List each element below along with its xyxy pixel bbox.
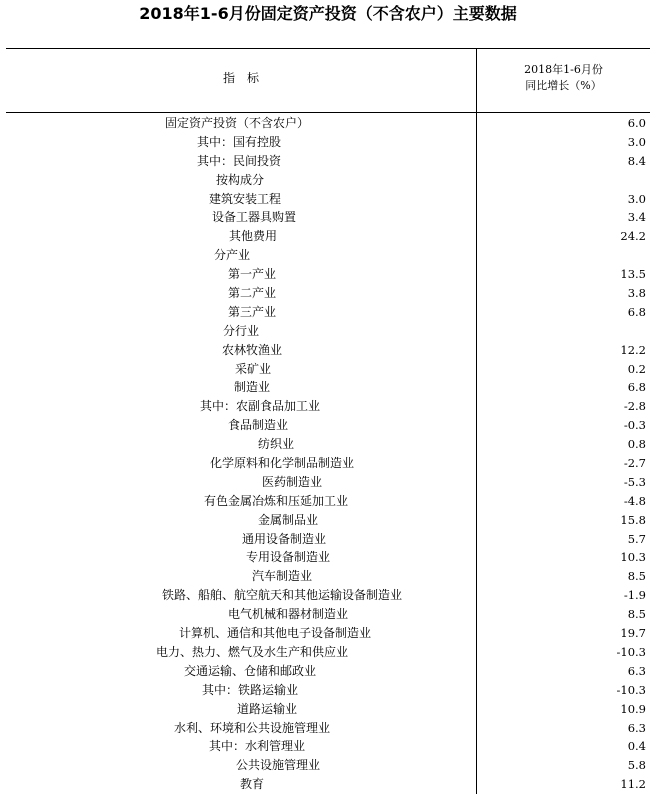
row-indicator-name: 其中：农副食品加工业	[199, 399, 320, 414]
row-growth-value: 0.4	[627, 739, 646, 754]
table-row	[6, 114, 650, 133]
row-indicator-name: 固定资产投资（不含农户）	[164, 116, 309, 130]
row-indicator-name: 其中：民间投资	[196, 153, 281, 168]
table-row	[6, 416, 650, 435]
row-growth-value: 8.5	[627, 569, 646, 584]
row-indicator-name: 电气机械和器材制造业	[227, 607, 348, 622]
row-growth-value: 6.3	[627, 663, 646, 678]
row-growth-value: 10.3	[620, 550, 646, 565]
row-growth-value: 0.2	[627, 361, 646, 376]
row-growth-value: 3.8	[627, 286, 646, 301]
table-row	[6, 737, 650, 756]
table-row	[6, 227, 650, 246]
table-row	[6, 662, 650, 681]
table-row	[6, 643, 650, 662]
row-indicator-name: 水利、环境和公共设施管理业	[173, 720, 330, 735]
row-growth-value: 3.0	[627, 134, 646, 149]
row-growth-value: 3.0	[627, 191, 646, 206]
table-row	[6, 530, 650, 549]
row-growth-value: 5.7	[627, 531, 646, 546]
indicator-column-header: 指 标	[222, 71, 259, 85]
row-growth-value: -5.3	[623, 474, 646, 489]
header-rule	[6, 112, 650, 113]
row-indicator-name: 分行业	[222, 323, 259, 338]
table-row	[6, 133, 650, 152]
row-growth-value: 13.5	[620, 267, 646, 282]
table-row	[6, 756, 650, 775]
table-row	[6, 284, 650, 303]
table-row	[6, 360, 650, 379]
table-top-rule	[6, 48, 650, 49]
row-indicator-name: 纺织业	[257, 437, 294, 452]
table-row	[6, 397, 650, 416]
table-row	[6, 567, 650, 586]
row-growth-value: 6.8	[627, 380, 646, 395]
row-indicator-name: 铁路、船舶、航空航天和其他运输设备制造业	[161, 588, 402, 603]
table-row	[6, 511, 650, 530]
table-row	[6, 341, 650, 360]
row-indicator-name: 道路运输业	[236, 701, 297, 716]
row-indicator-name: 有色金属冶炼和压延加工业	[203, 493, 348, 508]
row-indicator-name: 第一产业	[227, 267, 276, 282]
table-row	[6, 492, 650, 511]
table-row	[6, 303, 650, 322]
row-growth-value: -2.8	[623, 399, 646, 414]
row-indicator-name: 建筑安装工程	[208, 191, 281, 206]
row-indicator-name: 医药制造业	[261, 474, 322, 489]
row-indicator-name: 农林牧渔业	[221, 342, 282, 357]
table-row	[6, 454, 650, 473]
table-row	[6, 152, 650, 171]
row-indicator-name: 其他费用	[228, 229, 277, 244]
table-row	[6, 435, 650, 454]
data-table	[6, 48, 650, 794]
row-indicator-name: 交通运输、仓储和邮政业	[183, 663, 316, 678]
table-row	[6, 624, 650, 643]
row-indicator-name: 公共设施管理业	[235, 758, 320, 773]
row-indicator-name: 金属制品业	[257, 512, 318, 527]
table-row	[6, 208, 650, 227]
row-growth-value: -1.9	[623, 588, 646, 603]
row-growth-value: 19.7	[620, 626, 646, 641]
row-growth-value: 3.4	[627, 210, 646, 225]
row-indicator-name: 分产业	[213, 248, 250, 263]
table-row	[6, 265, 650, 284]
row-growth-value: 6.3	[627, 720, 646, 735]
row-growth-value: 6.0	[627, 116, 646, 130]
row-growth-value: -4.8	[623, 493, 646, 508]
page-title: 2018年1-6月份固定资产投资（不含农户）主要数据	[139, 4, 517, 23]
row-indicator-name: 教育	[239, 777, 264, 792]
row-indicator-name: 其中：国有控股	[196, 134, 281, 149]
row-growth-value: 24.2	[620, 229, 646, 244]
row-indicator-name: 通用设备制造业	[241, 531, 326, 546]
row-indicator-name: 第三产业	[227, 304, 276, 319]
row-growth-value: 15.8	[620, 512, 646, 527]
row-indicator-name: 食品制造业	[227, 418, 288, 433]
row-growth-value: 0.8	[627, 437, 646, 452]
table-row	[6, 586, 650, 605]
table-row	[6, 190, 650, 209]
table-row	[6, 548, 650, 567]
row-growth-value: 5.8	[627, 758, 646, 773]
row-indicator-name: 汽车制造业	[251, 569, 312, 584]
row-growth-value: 8.5	[627, 607, 646, 622]
row-growth-value: -2.7	[623, 456, 646, 471]
table-row	[6, 322, 650, 341]
row-indicator-name: 制造业	[233, 380, 270, 395]
row-growth-value: -10.3	[616, 644, 646, 659]
row-growth-value: 11.2	[620, 777, 646, 792]
row-growth-value: 6.8	[627, 304, 646, 319]
table-row	[6, 605, 650, 624]
row-indicator-name: 设备工器具购置	[211, 210, 296, 225]
growth-header-line1: 2018年1-6月份	[524, 63, 603, 76]
row-indicator-name: 专用设备制造业	[245, 550, 330, 565]
growth-header-line2: 同比增长（%）	[525, 79, 602, 92]
table-row	[6, 700, 650, 719]
row-indicator-name: 其中：铁路运输业	[201, 682, 298, 697]
row-growth-value: 12.2	[620, 342, 646, 357]
table-row	[6, 775, 650, 794]
table-row	[6, 681, 650, 700]
row-indicator-name: 第二产业	[227, 286, 276, 301]
table-row	[6, 171, 650, 190]
row-indicator-name: 计算机、通信和其他电子设备制造业	[178, 626, 371, 641]
growth-column-header	[477, 62, 650, 94]
table-body	[6, 114, 650, 794]
row-growth-value: 8.4	[627, 153, 646, 168]
table-row	[6, 719, 650, 738]
table-row	[6, 246, 650, 265]
row-growth-value: -10.3	[616, 682, 646, 697]
table-row	[6, 473, 650, 492]
row-indicator-name: 按构成分	[215, 172, 264, 187]
row-indicator-name: 其中：水利管理业	[208, 739, 305, 754]
row-growth-value: 10.9	[620, 701, 646, 716]
row-indicator-name: 采矿业	[234, 361, 271, 376]
table-row	[6, 378, 650, 397]
row-indicator-name: 化学原料和化学制品制造业	[209, 456, 354, 471]
row-indicator-name: 电力、热力、燃气及水生产和供应业	[155, 644, 348, 659]
row-growth-value: -0.3	[623, 418, 646, 433]
